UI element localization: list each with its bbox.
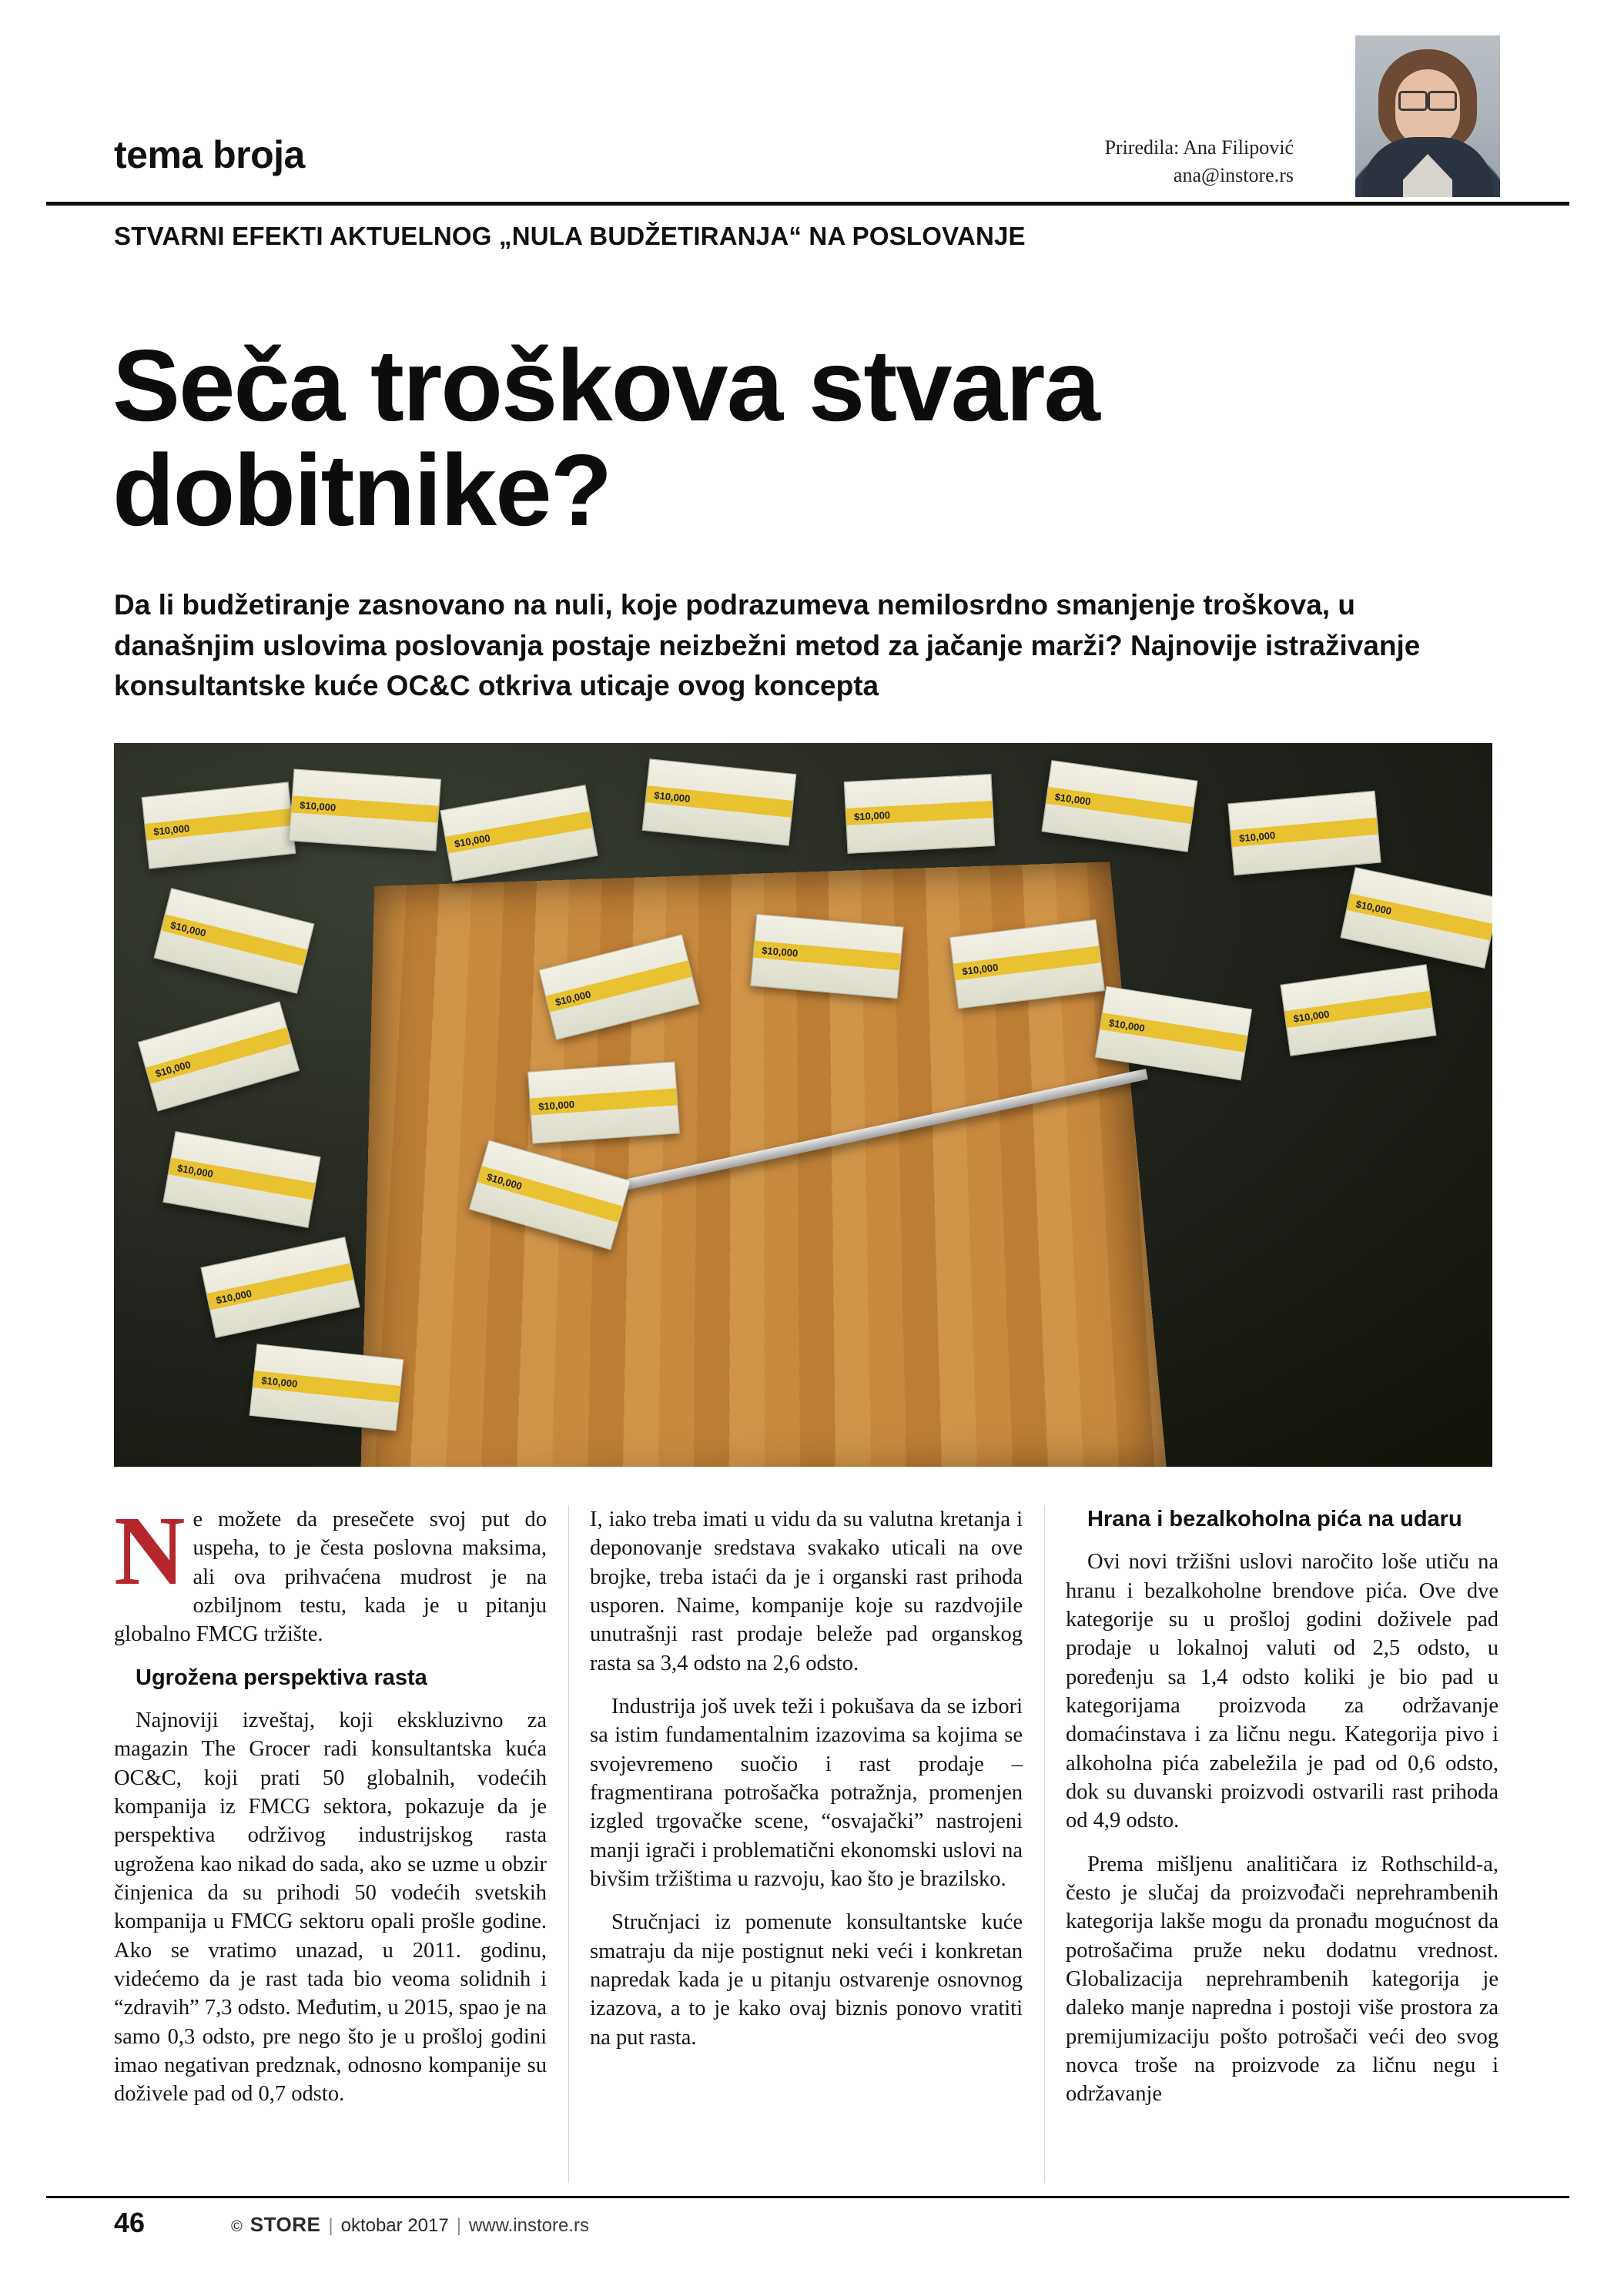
column-divider [568, 1505, 569, 2183]
paragraph: I, iako treba imati u vidu da su valutna kretanja i deponovanje sredstava svakako uticali na ove brojke, treba istaći da je i organski rast prihoda usporen. Naime, kompanije koje su razdvojile unutrašnji rast prodaje beleže pad organskog rasta sa 3,4 odsto na 2,6 odsto. [590, 1508, 1023, 1675]
cash-stack [249, 1344, 404, 1431]
body-column-3 [1066, 1505, 1498, 2183]
paragraph: Stručnjaci iz pomenute konsultantske kuće smatraju da nije postignut neki veći i konkretan napredak kada je u pitanju ostvarenje osnovnog izazova, a to je kako ovaj biznis ponovo vratiti na put rasta. [590, 1910, 1023, 2050]
cash-stack [642, 758, 797, 846]
copyright-icon: © [231, 2218, 243, 2235]
paragraph: Industrija još uvek teži i pokušava da se izbori sa istim fundamentalnim izazovima sa kojima se svojevremeno suočio i rast prodaje – fragmentirana potrošačka potražnja, promenjen izgled trgovačke scene, “osvajački” nastrojeni manji igrači i problematični ekonomski uslovi na bivšim tržištima u razvoju, kao što je brazilsko. [590, 1694, 1023, 1891]
header-rule [46, 202, 1569, 206]
cash-stack [750, 914, 903, 999]
author-portrait [1355, 35, 1500, 197]
cash-stack [527, 1061, 680, 1143]
page-title: Seča troškova stvara dobitnike? [112, 329, 1099, 547]
article-body [114, 1496, 1500, 2183]
masthead [114, 115, 1500, 208]
cash-stack [1227, 791, 1381, 875]
byline-email: ana@instore.rs [1173, 164, 1294, 187]
byline-author: Priredila: Ana Filipović [1104, 136, 1294, 159]
section-label: tema broja [114, 133, 305, 176]
cash-stack [289, 768, 441, 851]
body-column-1 [114, 1496, 547, 2183]
publication-logo: STORE [249, 2213, 321, 2236]
footer-meta [231, 2213, 589, 2237]
paragraph: Prema mišljenu analitičara iz Rothschild-a, često je slučaj da proizvođači neprehrambenih kategorija lakše mogu da pronađu mogućnost da potrošačima pruže neku dodatnu vrednost. Globalizacija neprehrambenih kategorija je daleko manje napredna i postoji više prostora za premijumizaciju pošto potrošači veći deo svog novca troše na proizvode za ličnu negu i održavanje [1066, 1852, 1498, 2107]
cash-stack [142, 782, 296, 869]
paragraph: Ovi novi tržišni uslovi naročito loše utiču na hranu i bezalkoholne brendove pića. Ove dve kategorije su u prošloj godini doživele pad prodaje u lokalnoj valuti od 2,5 odsto, u poređenju sa 1,4 odsto koliki je bio pad u kategorijama proizvoda za održavanje domaćinstava i za ličnu negu. Kategorija pivo i alkoholna pića zabeležila je pad od 0,6 odsto, dok su duvanski proizvodi ostvarili rast prihoda od 4,9 odsto. [1066, 1550, 1498, 1833]
body-column-2 [590, 1505, 1023, 2183]
section-subhead: Hrana i bezalkoholna pića na udaru [1087, 1507, 1462, 1531]
page-number: 46 [114, 2207, 146, 2238]
paragraph: Najnoviji izveštaj, koji ekskluzivno za magazin The Grocer radi konsultantska kuća OC&C, koji prati 50 globalnih, vodećih kompanija iz FMCG sektora, pokazuje da je perspektiva održivog industrijskog rasta ugrožena kao nikad do sada, ako se uzme u obzir činjenica da su prihodi 50 vodećih svetskih kompanija u FMCG sektoru opali prošle godine. Ako se vratimo unazad, u 2011. godinu, videćemo da je rast tada bio veoma solidnih i “zdravih” 7,3 odsto. Međutim, u 2015, spao je na samo 0,3 odsto, pre nego što je u prošloj godini imao negativan predznak, odnosno kompanije su doživele pad od 0,7 odsto. [114, 1708, 547, 2107]
paragraph-text: e možete da presečete svoj put do uspeha, to je česta poslovna maksima, ali ova prihvaćena mudrost je na ozbiljnom testu, kada je u pitanju globalno FMCG tržište. [114, 1508, 547, 1647]
section-subhead: Ugrožena perspektiva rasta [136, 1665, 427, 1690]
paragraph [114, 1496, 547, 1649]
glasses-icon [1397, 91, 1458, 106]
hero-photo [114, 743, 1492, 1467]
footer-separator: | [456, 2215, 461, 2236]
article-standfirst: Da li budžetiranje zasnovano na nuli, koje podrazumeva nemilosrdno smanjenje troškova, u današnjim uslovima poslovanja postaje neizbežni metod za jačanje marži? Najnovije istraživanje konsultantske kuće OC&C otkriva uticaje ovog koncepta [114, 589, 1421, 702]
cash-stack [844, 774, 996, 854]
drop-cap: N [114, 1496, 186, 1605]
issue-date: oktobar 2017 [340, 2215, 449, 2236]
byline [1104, 134, 1294, 190]
footer-separator: | [328, 2215, 333, 2236]
footer-rule [46, 2196, 1569, 2198]
article-overline: STVARNI EFEKTI AKTUELNOG „NULA BUDŽETIRANJA“ NA POSLOVANJE [114, 222, 1026, 250]
website-url: www.instore.rs [468, 2215, 589, 2236]
column-divider [1044, 1505, 1045, 2183]
